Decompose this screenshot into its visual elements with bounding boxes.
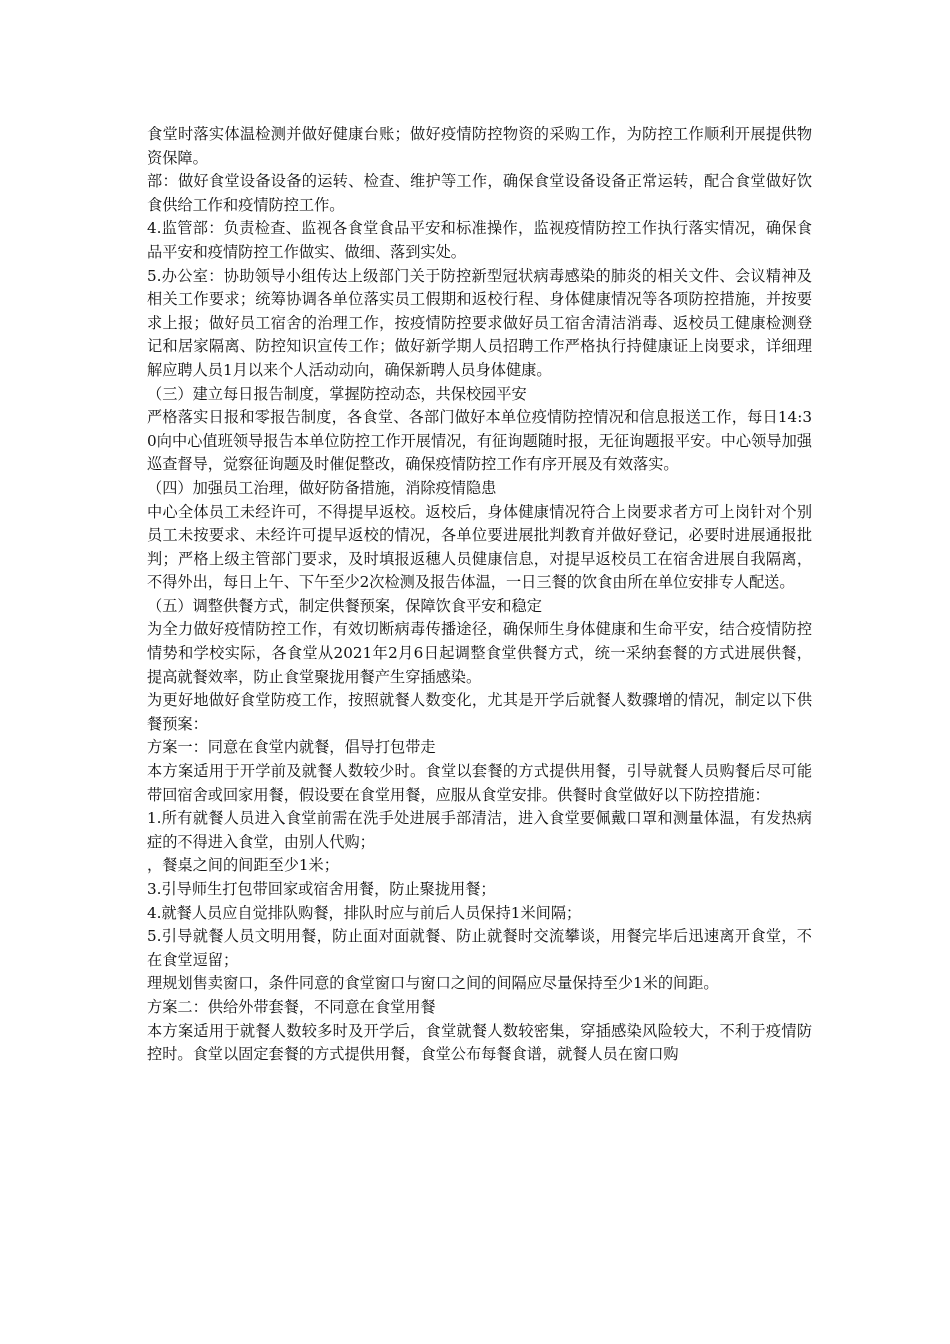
list-item-table-spacing: ，餐桌之间的间距至少1米；	[147, 856, 339, 875]
section-heading-meal-plan: （五）调整供餐方式，制定供餐预案，保障饮食平安和稳定	[147, 596, 542, 615]
paragraph-staff-management: 中心全体员工未经许可，不得提早返校。返校后，身体健康情况符合上岗要求者方可上岗针对个别员工未按要求、未经许可提早返校的情况，各单位要进展批判教育并做好登记，必要时进展通报批判；严格上级主管部门要求，及时填报返穗人员健康信息，对提早返校员工在宿舍进展自我隔离，不得外出，每日上午、下午至少2次检测及报告体温，一日三餐的饮食由所在单位安排专人配送。	[147, 502, 812, 592]
plan-one-heading: 方案一：同意在食堂内就餐，倡导打包带走	[147, 738, 436, 757]
paragraph-office: 5.办公室：协助领导小组传达上级部门关于防控新型冠状病毒感染的肺炎的相关文件、会议精神及相关工作要求；统筹协调各单位落实员工假期和返校行程、身体健康情况等各项防控措施，并按要求上报；做好员工宿舍的治理工作，按疫情防控要求做好员工宿舍清洁消毒、返校员工健康检测登记和居家隔离、防控知识宣传工作；做好新学期人员招聘工作严格执行持健康证上岗要求，详细理解应聘人员1月以来个人活动动向，确保新聘人员身体健康。	[147, 266, 812, 379]
paragraph-plan-one: 本方案适用于开学前及就餐人数较少时。食堂以套餐的方式提供用餐，引导就餐人员购餐后尽可能带回宿舍或回家用餐，假设要在食堂用餐，应服从食堂安排。供餐时食堂做好以下防控措施：	[147, 762, 812, 804]
list-item-takeaway: 3.引导师生打包带回家或宿舍用餐，防止聚拢用餐；	[147, 880, 496, 898]
paragraph-plan-two: 本方案适用于就餐人数较多时及开学后，食堂就餐人数较密集，穿插感染风险较大，不利于疫情防控时。食堂以固定套餐的方式提供用餐，食堂公布每餐食谱，就餐人员在窗口购	[147, 1021, 812, 1064]
section-heading-daily-report: （三）建立每日报告制度，掌握防控动态，共保校园平安	[147, 384, 527, 403]
list-item-window-spacing: 理规划售卖窗口，条件同意的食堂窗口与窗口之间的间隔应尽量保持至少1米的间距。	[147, 974, 719, 993]
plan-two-heading: 方案二：供给外带套餐，不同意在食堂用餐	[147, 997, 436, 1016]
document-body	[147, 123, 812, 1067]
paragraph-equipment-dept: 部：做好食堂设备设备的运转、检查、维护等工作，确保食堂设备设备正常运转，配合食堂做好饮食供给工作和疫情防控工作。	[147, 172, 812, 214]
paragraph-meal-plan-intro: 为更好地做好食堂防疫工作，按照就餐人数变化，尤其是开学后就餐人数骤增的情况，制定以下供餐预案：	[147, 691, 812, 733]
section-heading-staff-management: （四）加强员工治理，做好防备措施，消除疫情隐患	[147, 478, 497, 497]
list-item-queue: 4.就餐人员应自觉排队购餐，排队时应与前后人员保持1米间隔；	[147, 903, 582, 922]
paragraph-supervision-dept: 4.监管部：负责检查、监视各食堂食品平安和标准操作，监视疫情防控工作执行落实情况，确保食品平安和疫情防控工作做实、做细、落到实处。	[147, 219, 812, 261]
paragraph-meal-adjustment: 为全力做好疫情防控工作，有效切断病毒传播途径，确保师生身体健康和生命平安，结合疫情防控情势和学校实际，各食堂从2021年2月6日起调整食堂供餐方式，统一采纳套餐的方式进展供餐，提高就餐效率，防止食堂聚拢用餐产生穿插感染。	[147, 620, 812, 686]
paragraph-daily-report: 严格落实日报和零报告制度，各食堂、各部门做好本单位疫情防控情况和信息报送工作，每日14:30向中心值班领导报告本单位防控工作开展情况，有征询题随时报，无征询题报平安。中心领导加强巡查督导，觉察征询题及时催促整改，确保疫情防控工作有序开展及有效落实。	[147, 408, 812, 474]
list-item-civil-dining: 5.引导就餐人员文明用餐，防止面对面就餐、防止就餐时交流攀谈，用餐完毕后迅速离开食堂，不在食堂逗留；	[147, 927, 812, 969]
paragraph-supply-dept-tail: 食堂时落实体温检测并做好健康台账；做好疫情防控物资的采购工作，为防控工作顺利开展提供物资保障。	[147, 125, 812, 167]
list-item-hand-cleaning: 1.所有就餐人员进入食堂前需在洗手处进展手部清洁，进入食堂要佩戴口罩和测量体温，有发热病症的不得进入食堂，由别人代购；	[147, 809, 812, 851]
